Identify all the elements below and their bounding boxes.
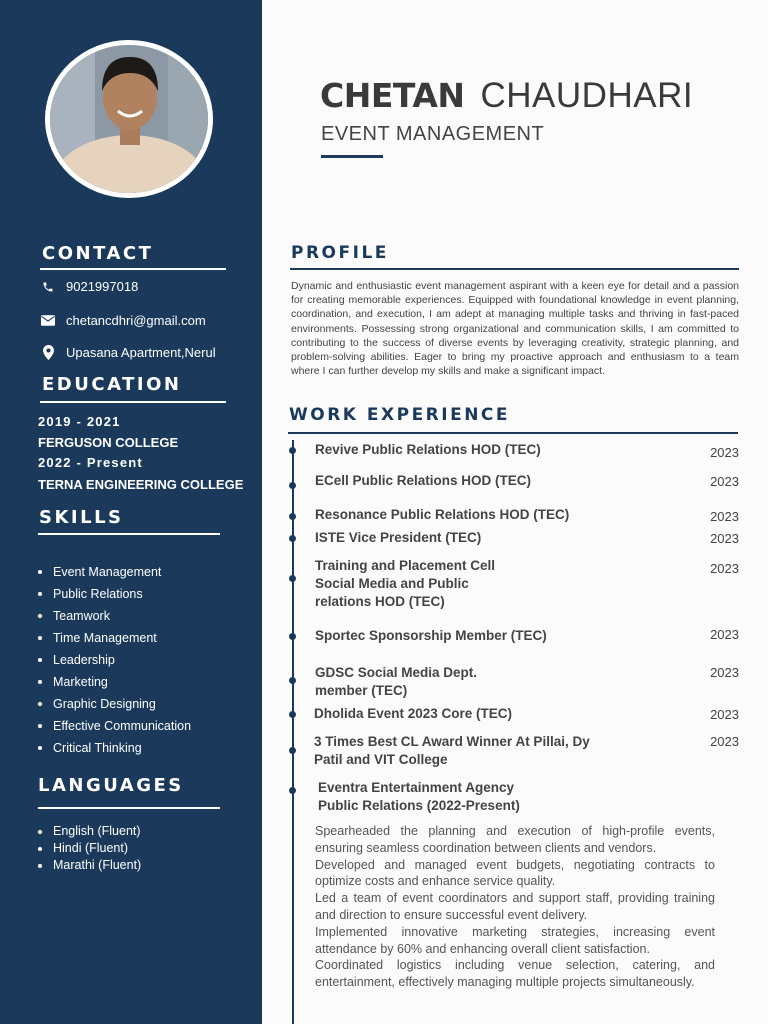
profile-text: Dynamic and enthusiastic event management aspirant with a keen eye for detail and a passion for creating memorable experiences. Equipped with foundational knowledge in event planning, coordination, and execution, I am adept at managing multiple tasks and thriving in fast-paced environments. Possessing strong organizational and communication skills, I am committed to contributing to the success of diverse events by leveraging creativity, strategic planning, and problem-solving abilities. Eager to bring my proactive approach and enthusiasm to a team where I can further develop my skills and make a significant impact. <box>291 280 739 378</box>
experience-title: GDSC Social Media Dept. member (TEC) <box>315 665 478 698</box>
experience-title: Sportec Sponsorship Member (TEC) <box>315 628 547 643</box>
contact-divider <box>40 268 226 270</box>
skill-item: Graphic Designing <box>38 695 191 717</box>
education-heading: EDUCATION <box>42 374 182 395</box>
languages-divider <box>38 807 220 809</box>
experience-detail: Implemented innovative marketing strategies, increasing event attendance by 60% and enhancing overall client satisfaction. <box>315 924 715 956</box>
experience-year: 2023 <box>710 665 739 680</box>
contact-address <box>40 345 216 360</box>
phone-icon <box>40 281 56 293</box>
education-school: FERGUSON COLLEGE <box>38 435 179 450</box>
skill-item: Effective Communication <box>38 717 191 739</box>
skill-item: Leadership <box>38 651 191 673</box>
experience-detail: Developed and managed event budgets, negotiating contracts to optimize costs and enhance service quality. <box>315 857 715 889</box>
experience-title: Revive Public Relations HOD (TEC) <box>315 442 541 457</box>
experience-year: 2023 <box>710 445 739 460</box>
timeline-dot <box>289 447 296 454</box>
skills-divider <box>38 533 220 535</box>
timeline-dot <box>289 535 296 542</box>
education-years: 2019 - 2021 <box>38 414 121 429</box>
timeline-dot <box>289 711 296 718</box>
experience-year: 2023 <box>710 561 739 576</box>
experience-detail: Coordinated logistics including venue selection, catering, and entertainment, effectively managing multiple projects simultaneously. <box>315 958 715 990</box>
job-title: EVENT MANAGEMENT <box>321 123 545 145</box>
sidebar <box>0 0 262 1024</box>
experience-detail: Led a team of event coordinators and support staff, providing training and direction to ensure successful event delivery. <box>315 891 715 922</box>
timeline-dot <box>289 747 296 754</box>
experience-title: Training and Placement Cell Social Media and Public relations HOD (TEC) <box>315 558 496 609</box>
timeline-line <box>292 440 294 1024</box>
profile-divider <box>290 268 739 270</box>
timeline-dot <box>289 513 296 520</box>
skill-item: Event Management <box>38 563 191 585</box>
location-pin-icon <box>40 345 56 360</box>
timeline-dot <box>289 677 296 684</box>
work-experience-heading: WORK EXPERIENCE <box>289 405 511 425</box>
experience-title: Dholida Event 2023 Core (TEC) <box>314 706 513 721</box>
title-underline <box>321 155 383 158</box>
email-icon <box>40 315 56 326</box>
education-divider <box>40 401 226 403</box>
timeline-dot <box>289 633 296 640</box>
work-experience-divider <box>288 432 738 434</box>
contact-phone <box>40 279 138 294</box>
experience-title: ISTE Vice President (TEC) <box>315 530 482 545</box>
experience-year: 2023 <box>710 627 739 642</box>
timeline-dot <box>289 482 296 489</box>
education-school: TERNA ENGINEERING COLLEGE <box>38 477 244 492</box>
experience-title: Eventra Entertainment Agency Public Relations (2022-Present) <box>318 780 520 813</box>
phone-number: 9021997018 <box>66 279 139 294</box>
experience-title: 3 Times Best CL Award Winner At Pillai, Dy Patil and VIT College <box>314 734 590 767</box>
education-years: 2022 - Present <box>38 455 143 470</box>
timeline-dot <box>289 787 296 794</box>
email-address: chetancdhri@gmail.com <box>66 313 206 328</box>
experience-detail: Spearheaded the planning and execution of high-profile events, ensuring seamless coordination between clients and vendors. <box>315 824 715 855</box>
profile-heading: PROFILE <box>291 243 389 263</box>
language-item: English (Fluent) <box>38 824 141 841</box>
language-item: Hindi (Fluent) <box>38 841 141 858</box>
skill-item: Critical Thinking <box>38 739 191 761</box>
skill-item: Public Relations <box>38 585 191 607</box>
skill-item: Marketing <box>38 673 191 695</box>
profile-photo <box>45 40 213 198</box>
experience-year: 2023 <box>710 707 739 722</box>
skills-list <box>38 563 191 761</box>
skill-item: Time Management <box>38 629 191 651</box>
experience-year: 2023 <box>710 509 739 524</box>
language-item: Marathi (Fluent) <box>38 858 141 875</box>
contact-heading: CONTACT <box>42 243 154 264</box>
timeline-dot <box>289 575 296 582</box>
address-text: Upasana Apartment,Nerul <box>66 345 216 360</box>
languages-heading: LANGUAGES <box>38 775 184 796</box>
experience-title: ECell Public Relations HOD (TEC) <box>315 473 532 488</box>
experience-details <box>315 823 715 991</box>
full-name <box>320 76 693 116</box>
experience-year: 2023 <box>710 474 739 489</box>
skill-item: Teamwork <box>38 607 191 629</box>
first-name: CHETAN <box>320 76 465 115</box>
experience-year: 2023 <box>710 734 739 749</box>
last-name: CHAUDHARI <box>480 76 694 115</box>
skills-heading: SKILLS <box>39 507 124 528</box>
languages-list <box>38 824 141 875</box>
contact-email <box>40 313 206 328</box>
experience-title: Resonance Public Relations HOD (TEC) <box>315 507 570 522</box>
experience-year: 2023 <box>710 531 739 546</box>
